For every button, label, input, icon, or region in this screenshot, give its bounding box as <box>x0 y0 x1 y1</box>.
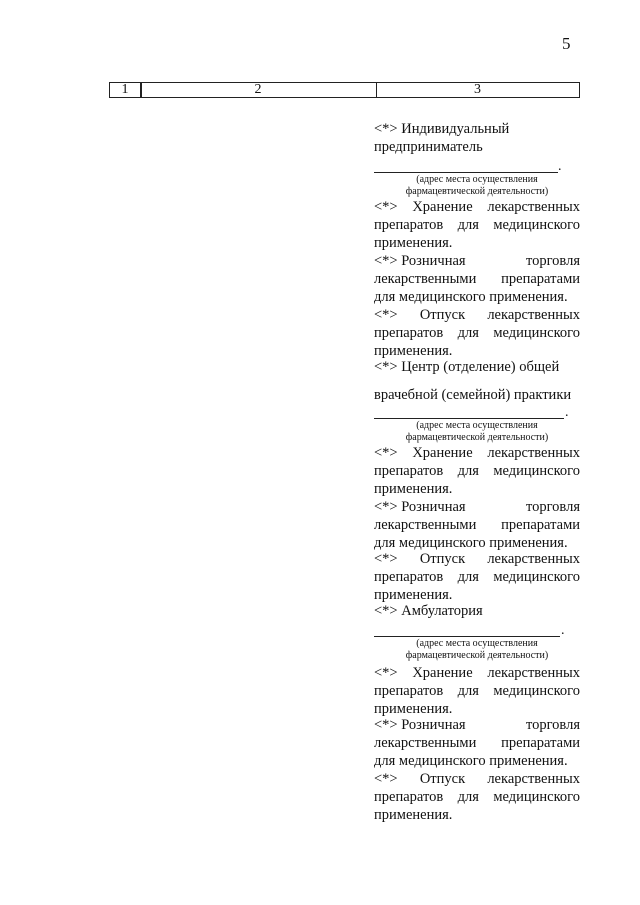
header-cell-1-label: 1 <box>121 82 129 97</box>
address-blank-1 <box>374 158 558 173</box>
address-caption-1-line-1: (адрес места осуществления <box>416 174 538 185</box>
item-retail-3-rest: лекарственными препаратами для медицинского применения. <box>374 735 580 769</box>
table-header-row <box>109 82 580 98</box>
item-storage-3: <*> Хранение лекарственных препаратов для медицинского применения. <box>374 665 580 717</box>
item-storage-2: <*> Хранение лекарственных препаратов для медицинского применения. <box>374 445 580 497</box>
ip-line-1: <*> Индивидуальный <box>374 121 510 137</box>
header-cell-2-label: 2 <box>254 82 262 97</box>
address-period-3: . <box>561 623 565 638</box>
header-cell-3-label: 3 <box>474 82 481 97</box>
item-retail-1-b: торговля <box>525 253 580 269</box>
item-retail-2-b: торговля <box>525 499 580 515</box>
item-retail-1-first-line <box>374 252 580 270</box>
item-dispense-2: <*> Отпуск лекарственных препаратов для медицинского применения. <box>374 551 580 603</box>
address-caption-2-line-1: (адрес места осуществления <box>416 420 538 431</box>
item-retail-3-b: торговля <box>525 717 580 733</box>
address-period-1: . <box>558 159 562 174</box>
item-retail-2-first-line <box>374 498 580 516</box>
item-retail-2-rest: лекарственными препаратами для медицинского применения. <box>374 517 580 551</box>
center-line-1: <*> Центр (отделение) общей <box>374 359 560 375</box>
item-retail-3-first-line <box>374 716 580 734</box>
address-caption-3-line-2: фармацевтической деятельности) <box>405 650 549 661</box>
center-line-2: врачебной (семейной) практики <box>374 387 572 403</box>
address-blank-3 <box>374 622 560 637</box>
address-caption-1-line-2: фармацевтической деятельности) <box>405 186 549 197</box>
item-dispense-3: <*> Отпуск лекарственных препаратов для медицинского применения. <box>374 771 580 823</box>
ambulatory-line: <*> Амбулатория <box>374 603 483 619</box>
address-period-2: . <box>565 405 569 420</box>
header-cell-2 <box>140 83 377 97</box>
ip-line-2: предприниматель <box>374 139 483 155</box>
item-storage-1: <*> Хранение лекарственных препаратов для медицинского применения. <box>374 199 580 251</box>
header-cell-1 <box>110 83 141 97</box>
header-cell-3 <box>376 83 579 97</box>
item-retail-3-a: <*> Розничная <box>374 717 466 733</box>
address-blank-2 <box>374 404 564 419</box>
item-dispense-1: <*> Отпуск лекарственных препаратов для медицинского применения. <box>374 307 580 359</box>
page-number: 5 <box>562 34 571 53</box>
item-retail-2-a: <*> Розничная <box>374 499 466 515</box>
address-caption-3-line-1: (адрес места осуществления <box>416 638 538 649</box>
item-retail-1-rest: лекарственными препаратами для медицинского применения. <box>374 271 580 305</box>
item-retail-1-a: <*> Розничная <box>374 253 466 269</box>
address-caption-2-line-2: фармацевтической деятельности) <box>405 432 549 443</box>
